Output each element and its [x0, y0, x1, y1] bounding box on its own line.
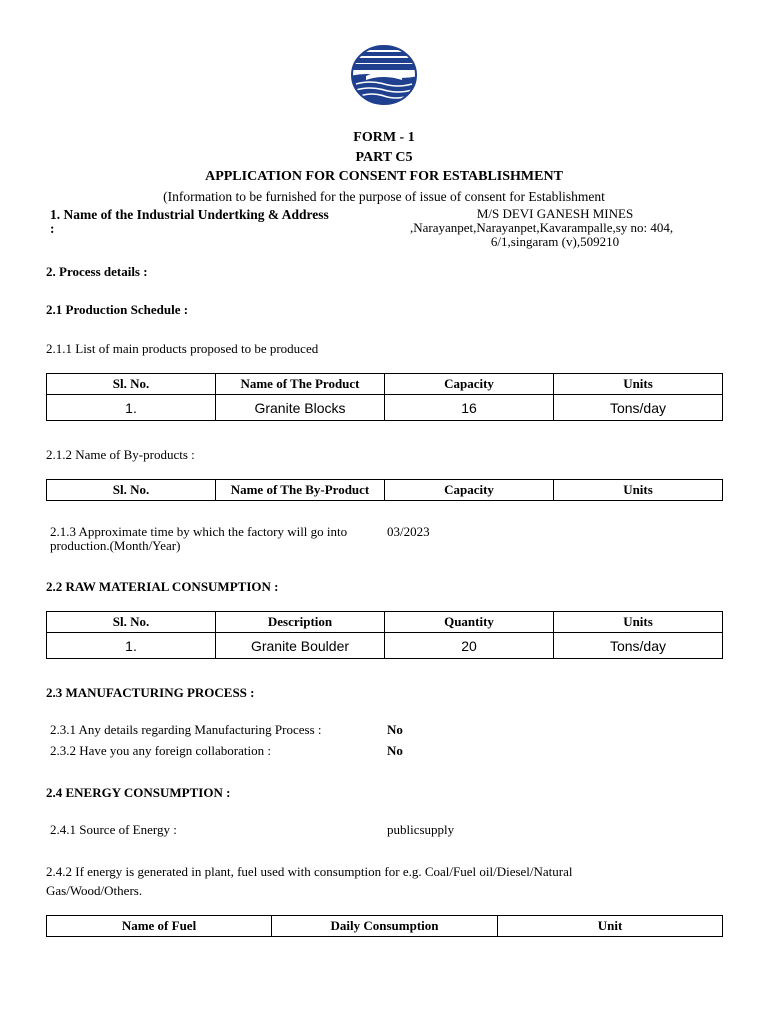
- cell-sl-no: 1.: [47, 395, 216, 421]
- cell-description: Granite Boulder: [216, 633, 385, 659]
- header-description: Description: [216, 612, 385, 633]
- form-number: FORM - 1: [353, 130, 415, 145]
- header-units: Units: [554, 374, 723, 395]
- cell-sl-no: 1.: [47, 633, 216, 659]
- header-capacity: Capacity: [385, 374, 554, 395]
- header-sl-no: Sl. No.: [47, 612, 216, 633]
- header-sl-no: Sl. No.: [47, 374, 216, 395]
- header-by-product-name: Name of The By-Product: [216, 480, 385, 501]
- header-product-name: Name of The Product: [216, 374, 385, 395]
- cell-units: Tons/day: [554, 395, 723, 421]
- section-1-value-line2: ,Narayanpet,Narayanpet,Kavarampalle,sy no: 404,: [410, 220, 674, 235]
- form-part: PART C5: [355, 150, 413, 165]
- header-units: Units: [554, 480, 723, 501]
- section-2-2-label: 2.2 RAW MATERIAL CONSUMPTION :: [46, 579, 279, 594]
- cell-units: Tons/day: [554, 633, 723, 659]
- section-2-3-label: 2.3 MANUFACTURING PROCESS :: [46, 685, 255, 700]
- table-row: [47, 395, 723, 421]
- section-2-label: 2. Process details :: [46, 264, 148, 279]
- section-2-4-label: 2.4 ENERGY CONSUMPTION :: [46, 785, 231, 800]
- section-1-value-line1: M/S DEVI GANESH MINES: [476, 206, 634, 221]
- raw-material-table: [46, 611, 723, 659]
- section-1-label: 1. Name of the Industrial Undertking & Address: [50, 207, 329, 222]
- cell-product-name: Granite Blocks: [216, 395, 385, 421]
- section-2-1-2-label: 2.1.2 Name of By-products :: [46, 447, 195, 462]
- telangana-logo: [350, 44, 418, 106]
- form-subtitle: (Information to be furnished for the purpose of issue of consent for Establishment: [163, 189, 605, 204]
- fuel-table: [46, 915, 723, 937]
- by-products-table: [46, 479, 723, 501]
- section-2-4-1-label: 2.4.1 Source of Energy :: [50, 822, 177, 837]
- form-title: APPLICATION FOR CONSENT FOR ESTABLISHMENT: [205, 169, 563, 184]
- section-2-1-label: 2.1 Production Schedule :: [46, 302, 189, 317]
- header-quantity: Quantity: [385, 612, 554, 633]
- section-2-4-1-value: publicsupply: [387, 822, 455, 837]
- section-2-4-2-label-line2: Gas/Wood/Others.: [46, 883, 143, 898]
- section-2-1-3-label-line2: production.(Month/Year): [50, 538, 181, 553]
- section-2-3-2-value: No: [387, 743, 403, 758]
- section-2-4-2-label-line1: 2.4.2 If energy is generated in plant, fuel used with consumption for e.g. Coal/Fuel oil/Diesel/Natural: [46, 864, 573, 879]
- header-unit: Unit: [498, 916, 723, 937]
- table-row: [47, 633, 723, 659]
- section-2-1-3-label-line1: 2.1.3 Approximate time by which the factory will go into: [50, 524, 348, 539]
- header-sl-no: Sl. No.: [47, 480, 216, 501]
- section-2-3-1-label: 2.3.1 Any details regarding Manufacturing Process :: [50, 722, 322, 737]
- section-2-1-3-value: 03/2023: [387, 524, 430, 539]
- cell-capacity: 16: [385, 395, 554, 421]
- cell-quantity: 20: [385, 633, 554, 659]
- header-fuel-name: Name of Fuel: [47, 916, 272, 937]
- section-2-1-1-label: 2.1.1 List of main products proposed to be produced: [46, 341, 319, 356]
- header-units: Units: [554, 612, 723, 633]
- section-1-colon: :: [50, 221, 55, 236]
- products-table: [46, 373, 723, 421]
- section-2-3-1-value: No: [387, 722, 403, 737]
- section-1-value-line3: 6/1,singaram (v),509210: [490, 234, 620, 249]
- header-daily-consumption: Daily Consumption: [272, 916, 498, 937]
- section-2-3-2-label: 2.3.2 Have you any foreign collaboration :: [50, 743, 271, 758]
- header-capacity: Capacity: [385, 480, 554, 501]
